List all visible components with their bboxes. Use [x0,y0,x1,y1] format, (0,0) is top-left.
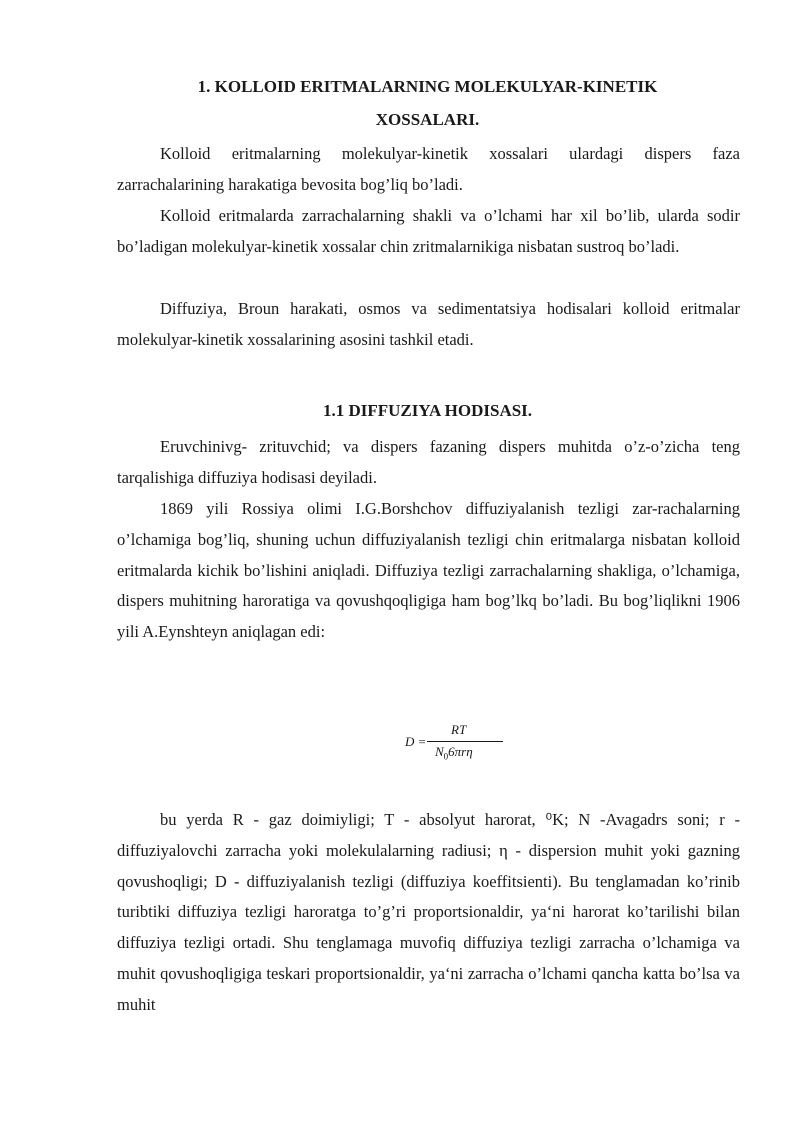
chapter-title-line1: 1. KOLLOID ERITMALARNING MOLEKULYAR-KINETIK [197,77,658,96]
formula-denominator [435,744,473,762]
formula-lhs: D = [405,734,427,749]
denominator-subscript: 0 [443,751,449,762]
intro-paragraph-2: Kolloid eritmalarda zarrachalarning shakli va o’lchami har xil bo’lib, ularda sodir bo’ladigan molekulyar-kinetik xossalar chin zritmalarnikiga nisbatan sustroq bo’ladi. [117,206,740,256]
denominator-main: N [435,744,444,759]
section-paragraph-3: bu yerda R - gaz doimiyligi; T - absolyut harorat, ⁰K; N -Avagadrs soni; r - diffuziyalovchi zarracha yoki molekulalarning radiusi; η - dispersion muhit yoki gazning qovushoqligi; D - diffuziyalanish tezligi (diffuziya koeffitsienti). Bu tenglamadan ko’rinib turibtiki diffuziya tezligi haroratga to’g’ri proportsionaldir, ya‘ni harorat ko’tarilishi bilan diffuziya tezligi ortadi. Shu tenglamaga muvofiq diffuziya tezligi zarracha o’lchamiga va muhit qovushoqligiga teskari proportsionaldir, ya‘ni zarracha o’lchami qancha katta bo’lsa va muhit [117,810,740,1014]
fraction-bar [427,741,503,742]
einstein-diffusion-formula [405,718,565,774]
section-paragraph-2: 1869 yili Rossiya olimi I.G.Borshchov diffuziyalanish tezligi zar-rachalarning o’lchamiga bog’liq, shuning uchun diffuziyalanish tezligi chin eritmalarga nisbatan kolloid eritmalarda kichik bo’lishini aniqladi. Diffuziya tezligi zarrachalarning shakliga, o’lchamiga, dispers muhitning haroratiga va qovushqoqligiga ham bog’lkq bo’ladi. Bu bog’liqlikni 1906 yili A.Eynshteyn aniqlagan edi: [117,499,740,642]
intro-paragraph-3: Diffuziya, Broun harakati, osmos va sedimentatsiya hodisalari kolloid eritmalar molekulyar-kinetik xossalarining asosini tashkil etadi. [117,299,740,349]
formula-numerator: RT [451,722,467,737]
section-heading: 1.1 DIFFUZIYA HODISASI. [322,401,533,420]
denominator-rest: 6πrη [448,744,473,759]
chapter-title-line2: XOSSALARI. [375,110,480,129]
section-paragraph-1: Eruvchinivg- zrituvchid; va dispers fazaning dispers muhitda o’z-o’zicha teng tarqalishiga diffuziya hodisasi deyiladi. [117,437,740,487]
intro-paragraph-1: Kolloid eritmalarning molekulyar-kinetik xossalari ulardagi dispers faza zarrachalarining harakatiga bevosita bog’liq bo’ladi. [117,144,740,194]
